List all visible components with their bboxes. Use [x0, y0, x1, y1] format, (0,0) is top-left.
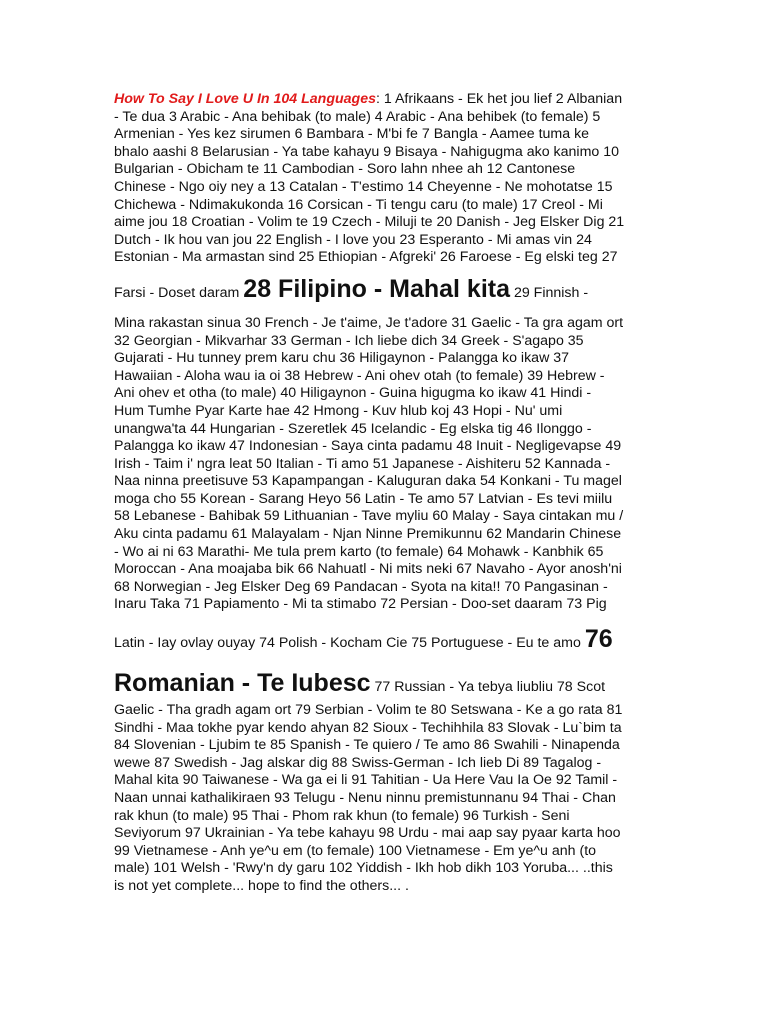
text-line-74 — [114, 614, 655, 668]
text-line: 58 Lebanese - Bahibak 59 Lithuanian - Tave myliu 60 Malay - Saya cintakan mu / — [114, 508, 624, 525]
text-line: Sindhi - Maa tokhe pyar kendo ahyan 82 Sioux - Techihhila 83 Slovak - Lu`bim ta — [114, 719, 622, 736]
text-line-76-suffix: 77 Russian - Ya tebya liubliu 78 Scot — [370, 679, 606, 696]
text-line: Bulgarian - Obicham te 11 Cambodian - Soro lahn nhee ah 12 Cantonese — [114, 161, 576, 178]
text-line: wewe 87 Swedish - Jag alskar dig 88 Swiss-German - Ich lieb Di 89 Tagalog - — [114, 754, 602, 771]
text-line: Hawaiian - Aloha wau ia oi 38 Hebrew - Ani ohev otah (to female) 39 Hebrew - — [114, 367, 605, 384]
text-line: 99 Vietnamese - Anh ye^u em (to female) 100 Vietnamese - Em ye^u anh (to — [114, 842, 597, 859]
text-line: Gujarati - Hu tunney prem karu chu 36 Hiligaynon - Palangga ko ikaw 37 — [114, 350, 570, 367]
text-line: Hum Tumhe Pyar Karte hae 42 Hmong - Kuv hlub koj 43 Hopi - Nu' umi — [114, 402, 563, 419]
text-line: Gaelic - Tha gradh agam ort 79 Serbian - Volim te 80 Setswana - Ke a go rata 81 — [114, 702, 623, 719]
text-line: bhalo aashi 8 Belarusian - Ya tabe kahayu 9 Bisaya - Nahigugma ako kanimo 10 — [114, 143, 620, 160]
text-line: 32 Georgian - Mikvarhar 33 German - Ich liebe dich 34 Greek - S'agapo 35 — [114, 332, 584, 349]
text-line: moga cho 55 Korean - Sarang Heyo 56 Latin - Te amo 57 Latvian - Es tevi miilu — [114, 490, 613, 507]
text-line: unangwa'ta 44 Hungarian - Szeretlek 45 Icelandic - Eg elska tig 46 Ilonggo - — [114, 420, 592, 437]
text-line: 84 Slovenian - Ljubim te 85 Spanish - Te quiero / Te amo 86 Swahili - Ninapenda — [114, 737, 620, 754]
text-line: Estonian - Ma armastan sind 25 Ethiopian - Afgreki' 26 Faroese - Eg elski teg 27 — [114, 249, 618, 266]
text-line: Irish - Taim i' ngra leat 50 Italian - Ti amo 51 Japanese - Aishiteru 52 Kannada - — [114, 455, 611, 472]
highlight-76: 76 — [584, 625, 613, 654]
text-line: Naa ninna preetisuve 53 Kapampangan - Kaluguran daka 54 Konkani - Tu magel — [114, 473, 622, 490]
text-line-76 — [114, 668, 655, 702]
highlight-filipino: 28 Filipino - Mahal kita — [243, 274, 511, 303]
text-line: Aku cinta padamu 61 Malayalam - Njan Ninne Premikunnu 62 Mandarin Chinese — [114, 526, 622, 543]
text-line: Inaru Taka 71 Papiamento - Mi ta stimabo 72 Persian - Doo-set daaram 73 Pig — [114, 596, 607, 613]
highlight-romanian: Romanian - Te Iubesc — [114, 669, 371, 698]
text-line: is not yet complete... hope to find the others... . — [114, 877, 409, 894]
document-title: How To Say I Love U In 104 Languages — [114, 91, 377, 107]
text-line: Chichewa - Ndimakukonda 16 Corsican - Ti tengu caru (to male) 17 Creol - Mi — [114, 196, 603, 213]
text-line: rak khun (to male) 95 Thai - Phom rak khun (to female) 96 Turkish - Seni — [114, 807, 570, 824]
text-line: Naan unnai kathalikiraen 93 Telugu - Nenu ninnu premistunnanu 94 Thai - Chan — [114, 790, 616, 806]
document-body — [114, 91, 655, 896]
text-line-1-rest: : 1 Afrikaans - Ek het jou lief 2 Albanian — [376, 91, 623, 107]
text-line: 68 Norwegian - Jeg Elsker Deg 69 Pandacan - Syota na kita!! 70 Pangasinan - — [114, 578, 608, 595]
text-line-28-prefix: Farsi - Doset daram — [114, 284, 244, 301]
text-line: Seviyorum 97 Ukrainian - Ya tebe kahayu 98 Urdu - mai aap say pyaar karta hoo — [114, 825, 621, 842]
text-line-1 — [114, 91, 655, 109]
text-line: aime jou 18 Croatian - Volim te 19 Czech - Miluji te 20 Danish - Jeg Elsker Dig 21 — [114, 214, 625, 231]
text-line: Armenian - Yes kez sirumen 6 Bambara - M'bi fe 7 Bangla - Aamee tuma ke — [114, 126, 590, 143]
text-line: Ani ohev et otha (to male) 40 Hiligaynon - Guina higugma ko ikaw 41 Hindi - — [114, 385, 592, 402]
text-line-28-suffix: 29 Finnish - — [510, 284, 589, 301]
text-line: Dutch - Ik hou van jou 22 English - I love you 23 Esperanto - Mi amas vin 24 — [114, 231, 592, 248]
text-line: Moroccan - Ana moajaba bik 66 Nahuatl - Ni mits neki 67 Navaho - Ayor anosh'ni — [114, 561, 622, 578]
text-line: Mahal kita 90 Taiwanese - Wa ga ei li 91 Tahitian - Ua Here Vau Ia Oe 92 Tamil - — [114, 772, 618, 789]
text-line: - Wo ai ni 63 Marathi- Me tula prem karto (to female) 64 Mohawk - Kanbhik 65 — [114, 543, 604, 560]
text-line: - Te dua 3 Arabic - Ana behibak (to male) 4 Arabic - Ana behibek (to female) 5 — [114, 108, 601, 125]
text-line-74-text: Latin - Iay ovlay ouyay 74 Polish - Kocham Cie 75 Portuguese - Eu te amo — [114, 635, 585, 652]
text-line: Chinese - Ngo oiy ney a 13 Catalan - T'estimo 14 Cheyenne - Ne mohotatse 15 — [114, 178, 613, 195]
text-line-28 — [114, 267, 655, 315]
text-line: Mina rakastan sinua 30 French - Je t'aime, Je t'adore 31 Gaelic - Ta gra agam ort — [114, 314, 624, 331]
text-line: male) 101 Welsh - 'Rwy'n dy garu 102 Yiddish - Ikh hob dikh 103 Yoruba... ..this — [114, 860, 613, 877]
text-line: Palangga ko ikaw 47 Indonesian - Saya cinta padamu 48 Inuit - Negligevapse 49 — [114, 438, 622, 455]
